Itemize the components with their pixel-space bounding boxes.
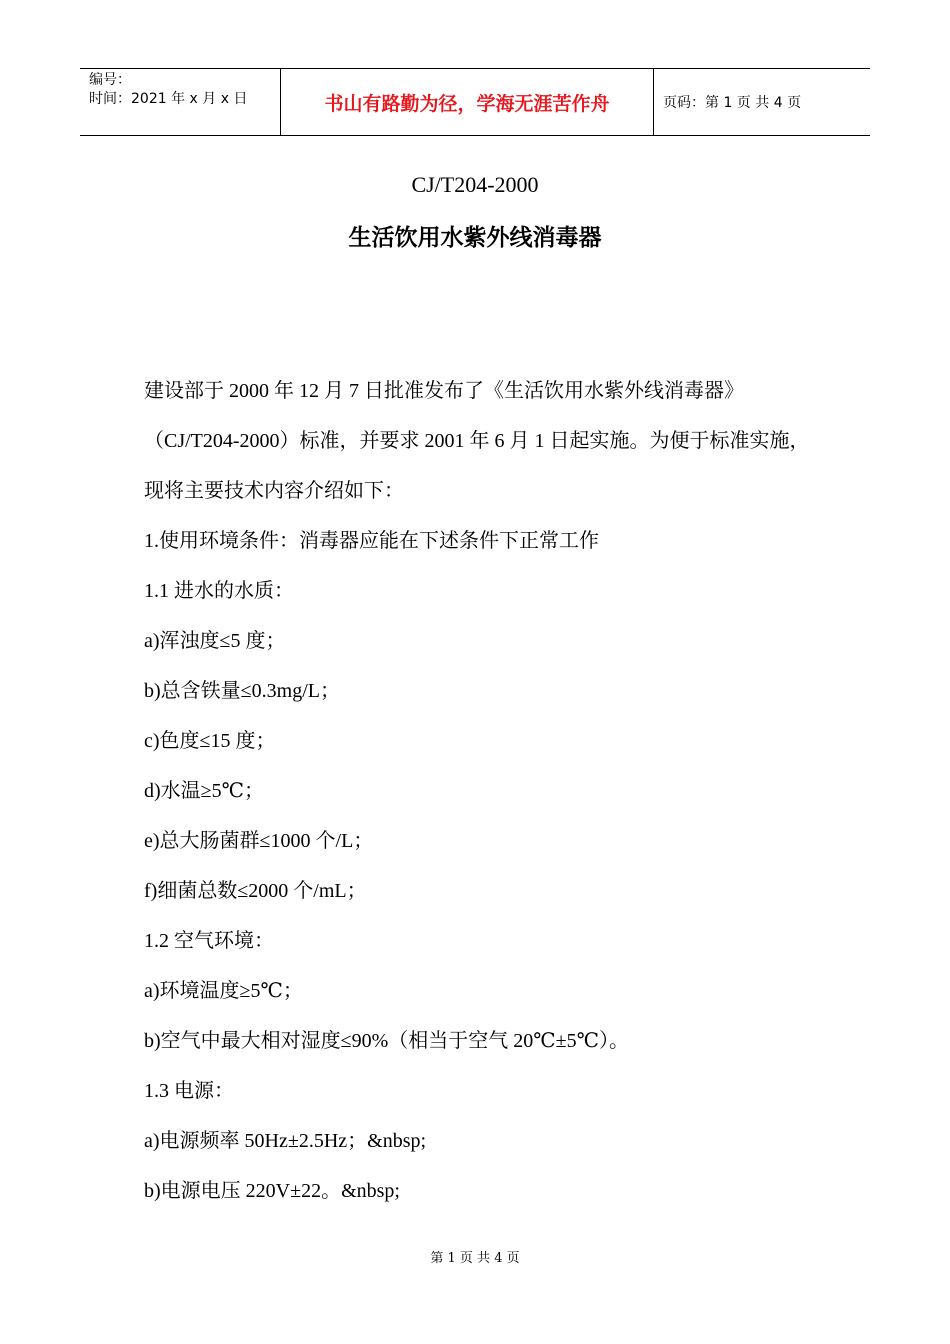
- body-line: d)水温≥5℃；: [144, 780, 265, 802]
- header-left-cell: [80, 69, 281, 135]
- body-line: a)浑浊度≤5 度；: [144, 630, 286, 652]
- header-table: [80, 68, 870, 136]
- body-line: b)空气中最大相对湿度≤90%（相当于空气 20℃±5℃）。: [144, 1030, 630, 1052]
- document-title: 生活饮用水紫外线消毒器: [348, 225, 602, 251]
- body-line: 1.3 电源：: [144, 1080, 234, 1102]
- intro-paragraph: 建设部于 2000 年 12 月 7 日批准发布了《生活饮用水紫外线消毒器》（CJ/T204-2000）标准，并要求 2001 年 6 月 1 日起实施。为便于标准实施，现将主要技术内容介绍如下：: [144, 380, 810, 502]
- body-line: a)电源频率 50Hz±2.5Hz；&nbsp;: [144, 1130, 427, 1152]
- body-line: f)细菌总数≤2000 个/mL；: [144, 880, 367, 902]
- body-line: c)色度≤15 度；: [144, 730, 276, 752]
- page-footer: 第 1 页 共 4 页: [430, 1251, 520, 1266]
- time-label: 时间：2021 年 x 月 x 日: [89, 91, 248, 107]
- document-body: [144, 366, 810, 1216]
- header-motto: 书山有路勤为径，学海无涯苦作舟: [281, 69, 654, 135]
- body-line: 1.2 空气环境：: [144, 930, 274, 952]
- standard-code: CJ/T204-2000: [411, 172, 539, 197]
- body-line: b)总含铁量≤0.3mg/L；: [144, 680, 340, 702]
- number-label: 编号：: [89, 72, 131, 88]
- header-page-info: 页码：第 1 页 共 4 页: [663, 95, 802, 111]
- body-line: 1.使用环境条件：消毒器应能在下述条件下正常工作: [144, 530, 599, 552]
- body-line: b)电源电压 220V±22。&nbsp;: [144, 1180, 400, 1202]
- body-line: a)环境温度≥5℃；: [144, 980, 303, 1002]
- body-line: 1.1 进水的水质：: [144, 580, 294, 602]
- body-line: e)总大肠菌群≤1000 个/L；: [144, 830, 374, 852]
